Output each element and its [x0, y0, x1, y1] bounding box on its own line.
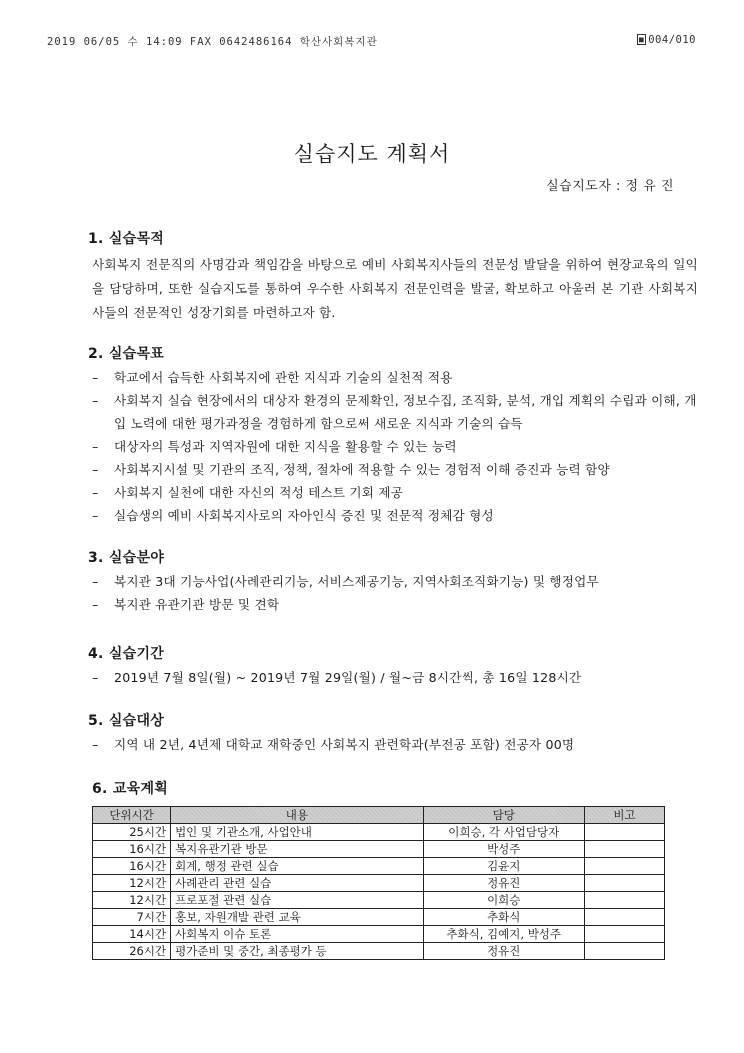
list-item [92, 366, 698, 389]
section-heading: 6. 교육계획 [92, 781, 169, 797]
section-heading: 4. 실습기간 [88, 646, 165, 662]
dash-bullet: – [92, 597, 99, 612]
table-row [93, 892, 665, 909]
dash-bullet: – [92, 485, 99, 500]
item-text: 사회복지 실습 현장에서의 대상자 환경의 문제확인, 정보수집, 조직화, 분석, 개입 계획의 수립과 이해, 개입 노력에 대한 평가과정을 경험하게 함으로써 새로운 지식과 기술의 습득 [114, 393, 697, 431]
section-heading: 5. 실습대상 [88, 713, 165, 729]
cell-note [584, 875, 664, 892]
section-target [88, 710, 698, 756]
header-person: 담당 [423, 807, 584, 824]
item-text: 복지관 유관기관 방문 및 견학 [114, 597, 280, 612]
cell-note [584, 858, 664, 875]
cell-note [584, 841, 664, 858]
item-text: 2019년 7월 8일(월) ~ 2019년 7월 29일(월) / 월~금 8시간씩, 총 16일 128시간 [114, 670, 582, 685]
dash-bullet: – [92, 670, 99, 685]
cell-note [584, 892, 664, 909]
cell-hours: 7시간 [93, 909, 171, 926]
table-row [93, 909, 665, 926]
list-item [92, 481, 698, 504]
fields-list [88, 570, 698, 616]
section-purpose [88, 228, 698, 325]
cell-hours: 25시간 [93, 824, 171, 841]
header-content: 내용 [171, 807, 424, 824]
cell-person: 이희승, 각 사업담당자 [423, 824, 584, 841]
cell-person: 추화식, 김예지, 박성주 [423, 926, 584, 943]
period-list [88, 666, 698, 689]
table-header-row [93, 807, 665, 824]
section-education-plan [92, 778, 702, 960]
cell-hours: 16시간 [93, 841, 171, 858]
cell-content: 평가준비 및 중간, 최종평가 등 [171, 943, 424, 960]
item-text: 실습생의 예비 사회복지사로의 자아인식 증진 및 전문적 정체감 형성 [114, 508, 494, 523]
dash-bullet: – [92, 508, 99, 523]
fax-mark-icon: ■ [638, 35, 645, 44]
dash-bullet: – [92, 439, 99, 454]
list-item [92, 458, 698, 481]
cell-content: 사례관리 관련 실습 [171, 875, 424, 892]
dash-bullet: – [92, 574, 99, 589]
list-item [92, 570, 698, 593]
dash-bullet: – [92, 393, 99, 408]
dash-bullet: – [92, 370, 99, 385]
cell-content: 복지유관기관 방문 [171, 841, 424, 858]
item-text: 사회복지 실천에 대한 자신의 적성 테스트 기회 제공 [114, 485, 404, 500]
target-list [88, 733, 698, 756]
cell-person: 이희승 [423, 892, 584, 909]
document-title: 실습지도 계획서 [293, 142, 451, 166]
list-item [92, 504, 698, 527]
section-heading: 3. 실습분야 [88, 550, 165, 566]
list-item [92, 666, 698, 689]
item-text: 대상자의 특성과 지역자원에 대한 지식을 활용할 수 있는 능력 [114, 439, 457, 454]
item-text: 복지관 3대 기능사업(사례관리기능, 서비스제공기능, 지역사회조직화기능) 및 행정업무 [114, 574, 599, 589]
cell-person: 추화식 [423, 909, 584, 926]
cell-note [584, 824, 664, 841]
cell-person: 김윤지 [423, 858, 584, 875]
cell-content: 홍보, 자원개발 관련 교육 [171, 909, 424, 926]
supervisor-line: 실습지도자 : 정 유 진 [546, 179, 674, 194]
cell-hours: 26시간 [93, 943, 171, 960]
goals-list [88, 366, 698, 527]
list-item [92, 593, 698, 616]
section-heading: 2. 실습목표 [88, 346, 165, 362]
table-row [93, 943, 665, 960]
fax-page-number [637, 34, 696, 46]
cell-content: 프로포절 관련 실습 [171, 892, 424, 909]
section-heading: 1. 실습목적 [88, 231, 165, 247]
table-row [93, 875, 665, 892]
cell-person: 박성주 [423, 841, 584, 858]
education-plan-table [92, 806, 665, 960]
cell-hours: 12시간 [93, 892, 171, 909]
cell-hours: 12시간 [93, 875, 171, 892]
item-text: 지역 내 2년, 4년제 대학교 재학중인 사회복지 관련학과(부전공 포함) 전공자 00명 [114, 737, 575, 752]
item-text: 사회복지시설 및 기관의 조직, 정책, 절차에 적용할 수 있는 경험적 이해 증진과 능력 함양 [114, 462, 610, 477]
cell-person: 정유진 [423, 875, 584, 892]
list-item [92, 733, 698, 756]
dash-bullet: – [92, 737, 99, 752]
section-goals [88, 343, 698, 527]
cell-content: 회계, 행정 관련 실습 [171, 858, 424, 875]
table-row [93, 841, 665, 858]
section-fields [88, 547, 698, 616]
list-item [92, 389, 698, 435]
cell-content: 사회복지 이슈 토론 [171, 926, 424, 943]
cell-note [584, 943, 664, 960]
cell-hours: 14시간 [93, 926, 171, 943]
table-row [93, 926, 665, 943]
list-item [92, 435, 698, 458]
section-period [88, 643, 698, 689]
dash-bullet: – [92, 462, 99, 477]
section-paragraph: 사회복지 전문직의 사명감과 책임감을 바탕으로 예비 사회복지사들의 전문성 발달을 위하여 현장교육의 일익을 담당하며, 또한 실습지도를 통하여 우수한 사회복지 전문인력을 발굴, 확보하고 아울러 본 기관 사회복지사들의 전문적인 성장기회를 마련하고자 함. [92, 257, 698, 320]
header-hours: 단위시간 [93, 807, 171, 824]
cell-person: 정유진 [423, 943, 584, 960]
cell-hours: 16시간 [93, 858, 171, 875]
table-row [93, 824, 665, 841]
cell-note [584, 909, 664, 926]
table-row [93, 858, 665, 875]
fax-page-text: 004/010 [648, 34, 696, 46]
cell-content: 법인 및 기관소개, 사업안내 [171, 824, 424, 841]
fax-header-line: 2019 06/05 수 14:09 FAX 0642486164 학산사회복지관 [47, 36, 378, 48]
item-text: 학교에서 습득한 사회복지에 관한 지식과 기술의 실천적 적용 [114, 370, 453, 385]
cell-note [584, 926, 664, 943]
header-note: 비고 [584, 807, 664, 824]
